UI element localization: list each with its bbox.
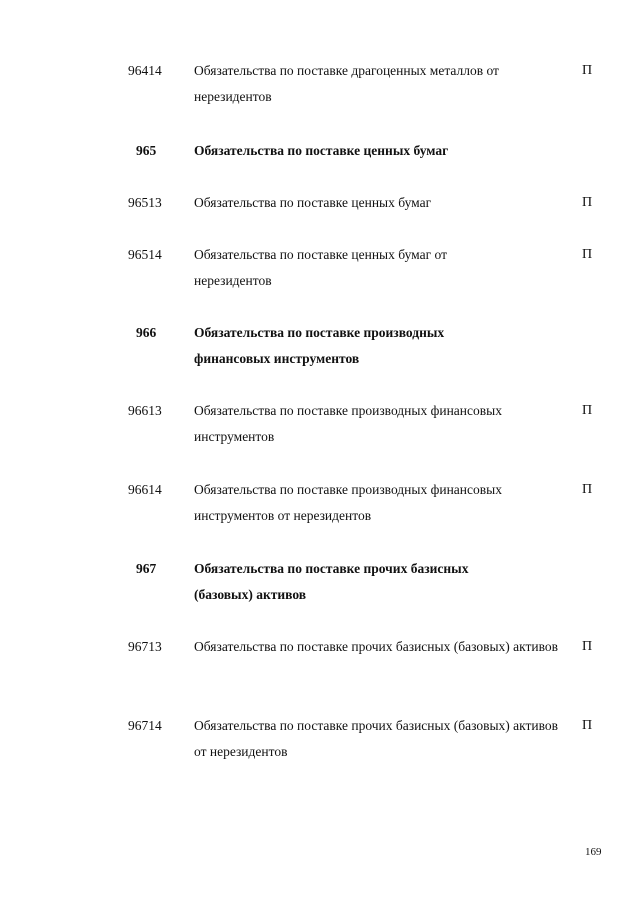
- section-title: Обязательства по поставке прочих базисных (базовых) активов: [194, 561, 469, 602]
- account-code: 96614: [128, 482, 162, 497]
- section-code: 965: [136, 143, 157, 158]
- account-code: 96414: [128, 63, 162, 78]
- account-description: Обязательства по поставке производных финансовых инструментов от нерезидентов: [194, 482, 502, 523]
- account-code: 96514: [128, 247, 162, 262]
- account-type-mark: П: [582, 718, 593, 733]
- account-type-mark: П: [582, 195, 593, 210]
- account-code: 96513: [128, 195, 162, 210]
- account-type-mark: П: [582, 403, 593, 418]
- section-title: Обязательства по поставке производных финансовых инструментов: [194, 325, 445, 366]
- account-code: 96713: [128, 639, 162, 654]
- account-code: 96613: [128, 403, 162, 418]
- account-description: Обязательства по поставке ценных бумаг: [194, 195, 432, 210]
- account-description: Обязательства по поставке драгоценных металлов от нерезидентов: [194, 63, 499, 104]
- page-number: 169: [585, 846, 602, 858]
- account-type-mark: П: [582, 247, 593, 262]
- account-description: Обязательства по поставке прочих базисных (базовых) активов: [194, 639, 559, 654]
- account-description: Обязательства по поставке производных финансовых инструментов: [194, 403, 502, 444]
- account-type-mark: П: [582, 63, 593, 78]
- account-type-mark: П: [582, 639, 593, 654]
- section-code: 967: [136, 561, 157, 576]
- account-description: Обязательства по поставке прочих базисных (базовых) активов от нерезидентов: [194, 718, 559, 759]
- account-type-mark: П: [582, 482, 593, 497]
- section-code: 966: [136, 325, 157, 340]
- account-code: 96714: [128, 718, 162, 733]
- account-description: Обязательства по поставке ценных бумаг от нерезидентов: [194, 247, 447, 288]
- section-title: Обязательства по поставке ценных бумаг: [194, 143, 449, 158]
